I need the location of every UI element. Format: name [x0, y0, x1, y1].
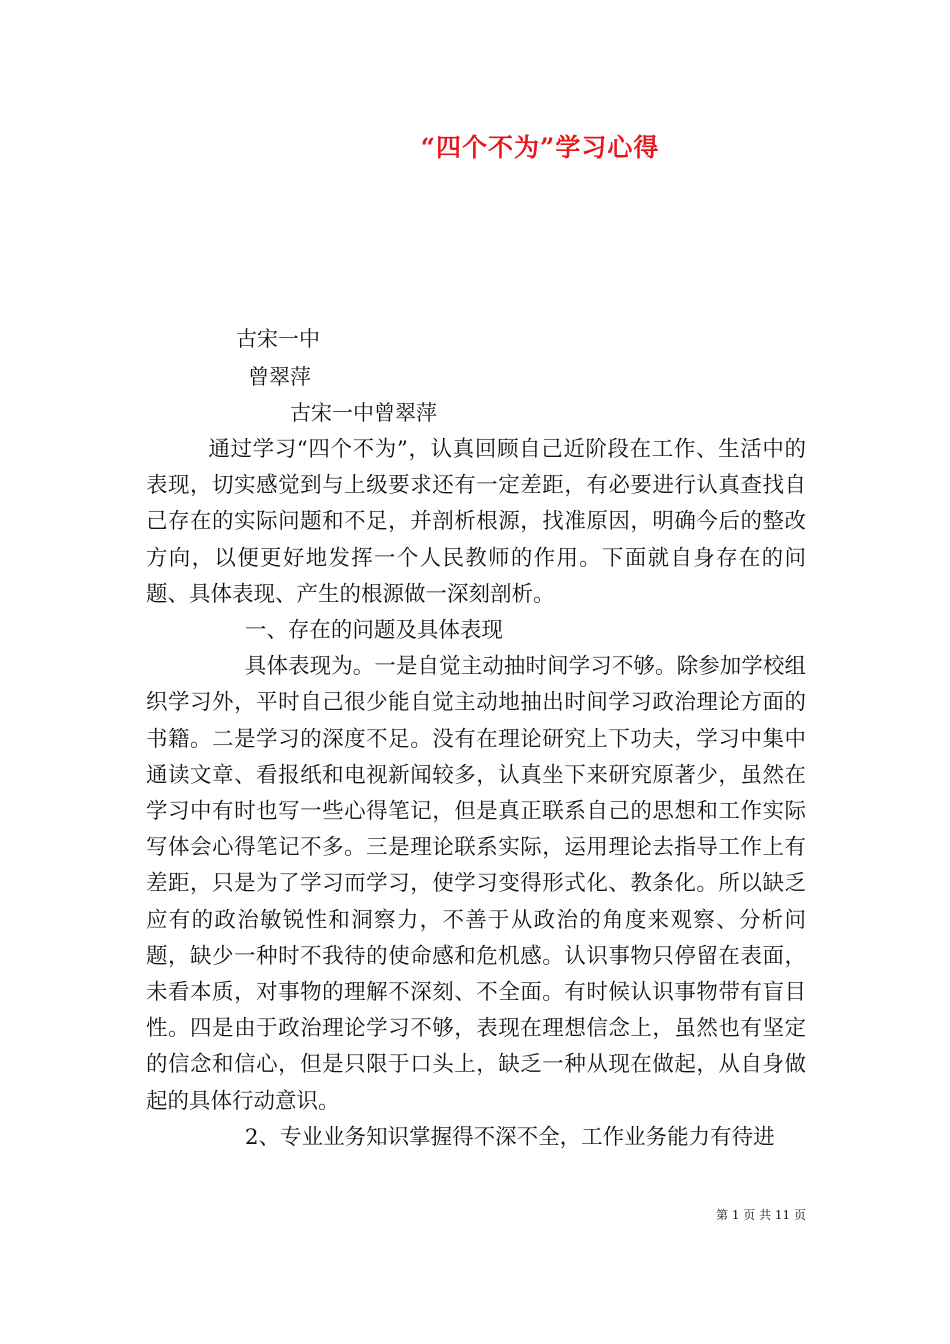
- paragraph-details: 具体表现为。一是自觉主动抽时间学习不够。除参加学校组织学习外，平时自己很少能自觉主动地抽出时间学习政治理论方面的书籍。二是学习的深度不足。没有在理论研究上下功夫，学习中集中通读文章、看报纸和电视新闻较多，认真坐下来研究原著少，虽然在学习中有时也写一些心得笔记，但是真正联系自己的思想和工作实际写体会心得笔记不多。三是理论联系实际，运用理论去指导工作上有差距，只是为了学习而学习，使学习变得形式化、教条化。所以缺乏应有的政治敏锐性和洞察力，不善于从政治的角度来观察、分析问题，缺少一种时不我待的使命感和危机感。认识事物只停留在表面，未看本质，对事物的理解不深刻、不全面。有时候认识事物带有盲目性。四是由于政治理论学习不够，表现在理想信念上，虽然也有坚定的信念和信心，但是只限于口头上，缺乏一种从现在做起，从自身做起的具体行动意识。: [146, 654, 806, 1114]
- page-number: 第 1 页 共 11 页: [716, 1208, 806, 1222]
- paragraph-point-2: 2、专业业务知识掌握得不深不全，工作业务能力有待进: [244, 1124, 775, 1150]
- author-school: 古宋一中: [236, 327, 320, 351]
- document-title: “四个不为”学习心得: [420, 133, 660, 162]
- author-name: 曾翠萍: [248, 365, 311, 389]
- paragraph-intro: 通过学习“四个不为”，认真回顾自己近阶段在工作、生活中的表现，切实感觉到与上级要求还有一定差距，有必要进行认真查找自己存在的实际问题和不足，并剖析根源，找准原因，明确今后的整改方向，以便更好地发挥一个人民教师的作用。下面就自身存在的问题、具体表现、产生的根源做一深刻剖析。: [146, 437, 806, 607]
- document-body: [146, 432, 806, 1156]
- section-heading: 一、存在的问题及具体表现: [244, 618, 503, 644]
- author-full: 古宋一中曾翠萍: [290, 401, 437, 425]
